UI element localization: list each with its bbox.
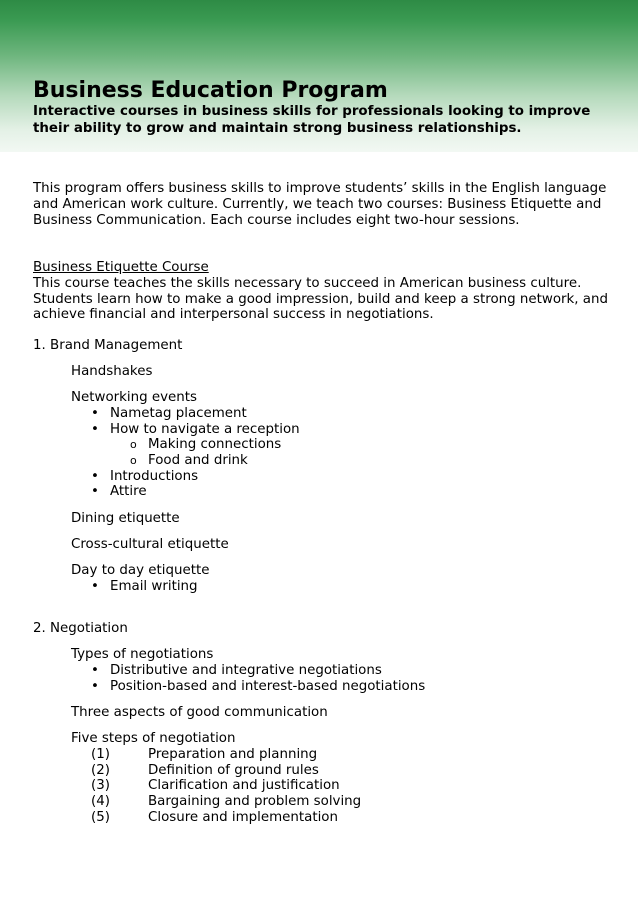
intro-paragraph: This program offers business skills to improve students’ skills in the English language and American work culture. Currently, we teach two courses: Business Etiquette and Business Communication. Each course includes eight two-hour sessions. bbox=[33, 181, 607, 228]
list-item-introductions: Introductions bbox=[110, 469, 199, 484]
list-item-attire: Attire bbox=[110, 484, 147, 499]
list-item-networking: Networking events bbox=[71, 390, 197, 405]
step-number: (4) bbox=[91, 794, 110, 809]
list-item-five-steps: Five steps of negotiation bbox=[71, 731, 236, 746]
step-text: Bargaining and problem solving bbox=[148, 794, 362, 809]
step-number: (5) bbox=[91, 810, 110, 825]
list-item-position: Position-based and interest-based negotiations bbox=[110, 679, 426, 694]
section-negotiation-title: 2. Negotiation bbox=[33, 621, 128, 636]
list-item-email: Email writing bbox=[110, 579, 198, 594]
bullet-icon: • bbox=[91, 422, 99, 437]
list-item-connections: Making connections bbox=[148, 437, 282, 452]
step-number: (1) bbox=[91, 747, 110, 762]
list-item-cross-cultural: Cross-cultural etiquette bbox=[71, 537, 229, 552]
page-title: Business Education Program bbox=[33, 78, 388, 103]
step-text: Clarification and justification bbox=[148, 778, 340, 793]
sub-bullet-icon: o bbox=[130, 438, 137, 451]
list-item-nametag: Nametag placement bbox=[110, 406, 247, 421]
sub-bullet-icon: o bbox=[130, 454, 137, 467]
course-section bbox=[33, 260, 623, 323]
list-item-reception: How to navigate a reception bbox=[110, 422, 300, 437]
list-item-handshakes: Handshakes bbox=[71, 364, 153, 379]
list-item-distributive: Distributive and integrative negotiations bbox=[110, 663, 382, 678]
list-item-day-to-day: Day to day etiquette bbox=[71, 563, 210, 578]
bullet-icon: • bbox=[91, 579, 99, 594]
bullet-icon: • bbox=[91, 484, 99, 499]
list-item-three-aspects: Three aspects of good communication bbox=[71, 705, 328, 720]
section-brand-management-title: 1. Brand Management bbox=[33, 338, 183, 353]
list-item-dining: Dining etiquette bbox=[71, 511, 180, 526]
course-heading: Business Etiquette Course bbox=[33, 260, 209, 275]
page-subtitle: Interactive courses in business skills for professionals looking to improve their ability to grow and maintain strong business relationships. bbox=[33, 104, 591, 136]
step-number: (3) bbox=[91, 778, 110, 793]
list-item-types: Types of negotiations bbox=[71, 647, 214, 662]
bullet-icon: • bbox=[91, 679, 99, 694]
step-number: (2) bbox=[91, 763, 110, 778]
bullet-icon: • bbox=[91, 406, 99, 421]
bullet-icon: • bbox=[91, 663, 99, 678]
step-text: Definition of ground rules bbox=[148, 763, 319, 778]
step-text: Preparation and planning bbox=[148, 747, 318, 762]
list-item-food: Food and drink bbox=[148, 453, 248, 468]
bullet-icon: • bbox=[91, 469, 99, 484]
course-description: This course teaches the skills necessary to succeed in American business culture. Students learn how to make a good impression, build and keep a strong network, and achieve financial and interpersonal success in negotiations. bbox=[33, 275, 608, 323]
step-text: Closure and implementation bbox=[148, 810, 338, 825]
